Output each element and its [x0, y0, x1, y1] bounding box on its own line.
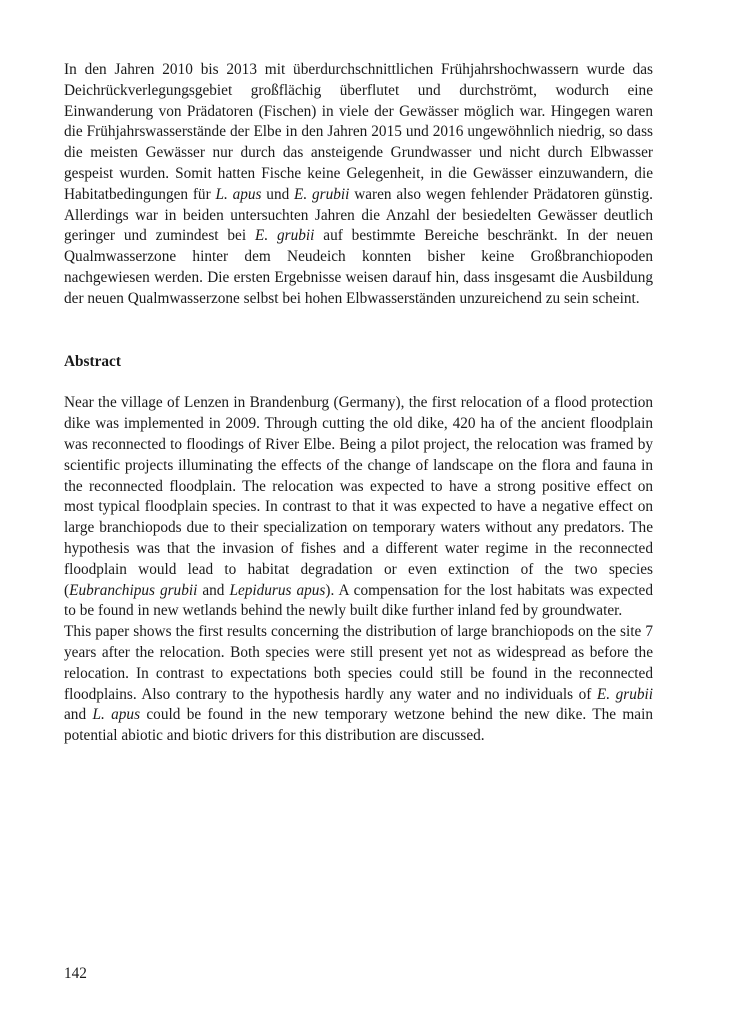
abstract-paragraph-1: [64, 393, 653, 622]
page-body: [64, 60, 653, 747]
page-number: 142: [64, 965, 87, 982]
abstract-heading: Abstract: [64, 352, 121, 370]
german-summary-paragraph: [64, 60, 653, 310]
text-run: could be found in the new temporary wetzone behind the new dike. The main potential abiotic and biotic drivers for this distribution are discussed.: [64, 706, 653, 745]
text-run: waren also wegen fehlender Prädatoren günstig. Allerdings war in beiden untersuchten Jahren die Anzahl der besiedelten Gewässer deutlich geringer und zumindest bei: [64, 185, 654, 245]
species-name: Eubranchipus grubii: [69, 581, 198, 599]
species-name: L. apus: [215, 185, 262, 203]
abstract-paragraph-2: [64, 622, 653, 747]
species-name: E. grubii: [294, 185, 350, 203]
species-name: E. grubii: [596, 685, 654, 703]
text-run: and: [197, 581, 230, 599]
text-run: ). A compensation for the lost habitats was expected to be found in new wetlands behind the newly built dike further inland fed by groundwater.: [64, 581, 653, 620]
text-run: and: [64, 706, 93, 724]
text-run: This paper shows the first results concerning the distribution of large branchiopods on the site 7 years after the relocation. Both species were still present yet not as widespread as before the relocation. In contrast to expectations both species could still be found in the reconnected floodplains. Also contrary to the hypothesis hardly any water and no individuals of: [64, 623, 653, 703]
species-name: E. grubii: [254, 227, 315, 245]
text-run: Near the village of Lenzen in Brandenburg (Germany), the first relocation of a flood protection dike was implemented in 2009. Through cutting the old dike, 420 ha of the ancient floodplain was reconnected to floodings of River Elbe. Being a pilot project, the relocation was framed by scientific projects illuminating the effects of the change of landscape on the flora and fauna in the reconnected floodplain. The relocation was expected to have a strong positive effect on most typical floodplain species. In contrast to that it was expected to have a negative effect on large branchiopods due to their specialization on temporary waters without any predators. The hypothesis was that the invasion of fishes and a different water regime in the reconnected floodplain would lead to habitat degradation or even extinction of the two species (: [64, 394, 653, 599]
text-run: auf bestimmte Bereiche beschränkt. In der neuen Qualmwasserzone hinter dem Neudeich konnten bisher keine Großbranchiopoden nachgewiesen werden. Die ersten Ergebnisse weisen darauf hin, dass insgesamt die Ausbildung der neuen Qualmwasserzone selbst bei hohen Elbwasserständen unzureichend zu sein scheint.: [64, 227, 653, 307]
species-name: Lepidurus apus: [229, 581, 326, 599]
species-name: L. apus: [92, 706, 141, 724]
text-run: und: [261, 185, 295, 203]
text-run: In den Jahren 2010 bis 2013 mit überdurchschnittlichen Frühjahrshochwassern wurde das Deichrückverlegungsgebiet großflächig überflutet und durchströmt, wodurch eine Einwanderung von Prädatoren (Fischen) in viele der Gewässer möglich war. Hingegen waren die Frühjahrswasserstände der Elbe in den Jahren 2015 und 2016 ungewöhnlich niedrig, so dass die meisten Gewässer nur durch das ansteigende Grundwasser und nicht durch Elbwasser gespeist wurden. Somit hatten Fische keine Gelegenheit, in die Gewässer einzuwandern, die Habitatbedingungen für: [64, 61, 653, 203]
